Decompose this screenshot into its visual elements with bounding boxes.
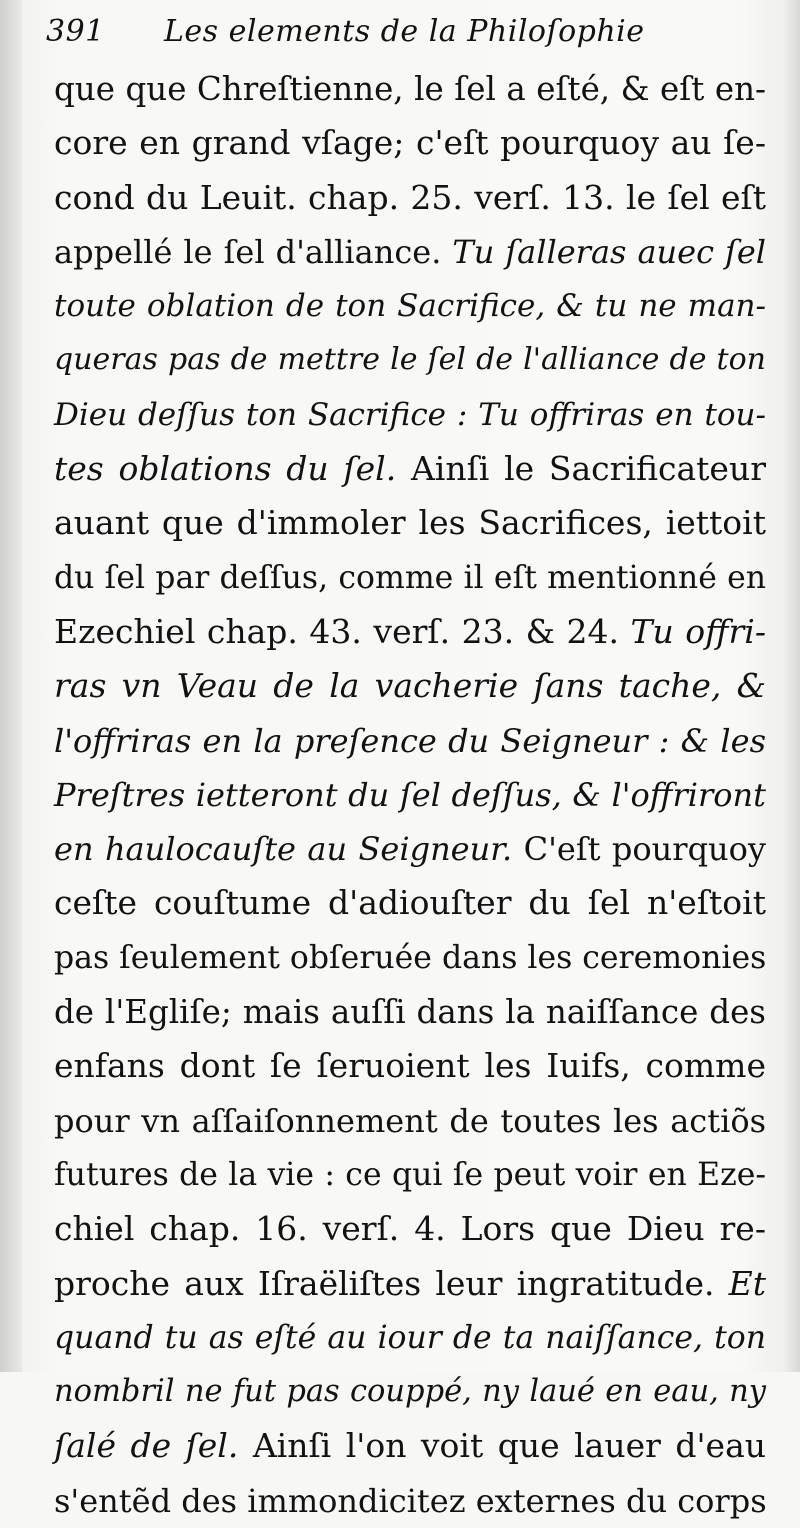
roman-text-run: futures de la vie : ce qui ſe peut voir en Eze- (54, 1156, 766, 1193)
text-line (54, 876, 766, 930)
italic-text-run: nombril ne fut pas couppé, ny laué en eau, ny (54, 1374, 766, 1410)
text-line (54, 279, 766, 333)
italic-text-run: quand tu as eſté au iour de ta naiſſance, ton (54, 1319, 766, 1356)
text-line (54, 985, 766, 1039)
text-line (54, 496, 766, 550)
text-line (54, 822, 766, 876)
roman-text-run: appellé le ſel d'alliance. (54, 232, 453, 271)
roman-text-run: C'eſt pourquoy (523, 830, 767, 869)
text-line (54, 1039, 766, 1093)
roman-text-run: que que Chreſtienne, le ſel a eſté, & eſt en- (54, 70, 766, 108)
italic-text-run: en haulocauſte au Seigneur. (54, 830, 524, 869)
roman-text-run: Ainſi le Sacrificateur (410, 449, 766, 489)
roman-text-run: pour vn aſſaiſonnement de toutes les actiõs (54, 1101, 766, 1140)
text-line (54, 931, 766, 985)
italic-text-run: Tu ſalleras auec ſel (452, 232, 766, 271)
text-line (54, 388, 766, 442)
italic-text-run: tes oblations du ſel. (54, 449, 411, 489)
page-gutter-shadow (0, 0, 22, 1372)
text-line (54, 605, 766, 659)
text-line (54, 1474, 766, 1528)
roman-text-run: du ſel par deſſus, comme il eſt mentionné en (54, 559, 766, 596)
italic-text-run: Et (728, 1263, 766, 1303)
text-line (54, 1148, 766, 1202)
text-line (54, 1257, 766, 1311)
text-line (54, 62, 766, 116)
roman-text-run: Ainſi l'on voit que lauer d'eau (252, 1426, 766, 1466)
roman-text-run: auant que d'immoler les Sacrifices, iettoit (54, 503, 766, 543)
text-line (54, 116, 766, 170)
text-line (54, 659, 766, 713)
italic-text-run: Tu offri- (630, 611, 766, 651)
text-line (54, 1311, 766, 1365)
roman-text-run: enfans dont ſe ſeruoient les Iuifs, comme (54, 1046, 766, 1086)
text-line (54, 551, 766, 605)
italic-text-run: Preſtres ietteront du ſel deſſus, & l'offriront (54, 775, 766, 814)
text-line (54, 225, 766, 279)
running-title: Les elements de la Philoſophie (164, 14, 645, 49)
text-line (54, 1202, 766, 1256)
italic-text-run: l'offriras en la preſence du Seigneur : & les (54, 721, 766, 760)
roman-text-run: s'entẽd des immondicitez externes du corps (54, 1481, 767, 1520)
roman-text-run: core en grand vſage; c'eſt pourquoy au ſe- (54, 123, 766, 163)
italic-text-run: Dieu deſſus ton Sacrifice : Tu offriras en tou- (54, 396, 766, 433)
italic-text-run: toute oblation de ton Sacrifice, & tu ne man- (54, 288, 766, 325)
text-line (54, 714, 766, 768)
text-line (54, 1419, 766, 1473)
roman-text-run: ceſte couſtume d'adiouſter du ſel n'eſtoit (54, 883, 766, 923)
roman-text-run: pas ſeulement obſeruée dans les ceremonies (54, 939, 767, 976)
text-line (54, 1094, 766, 1148)
roman-text-run: cond du Leuit. chap. 25. verſ. 13. le ſel eſt (54, 177, 766, 217)
text-line (54, 442, 766, 496)
roman-text-run: proche aux Iſraëliſtes leur ingratitude. (54, 1263, 729, 1303)
text-line (54, 333, 766, 387)
page-number: 391 (46, 14, 105, 49)
roman-text-run: de l'Egliſe; mais auſſi dans la naiſſance des (54, 993, 766, 1032)
text-line (54, 768, 766, 822)
text-line (54, 171, 766, 225)
roman-text-run: chiel chap. 16. verſ. 4. Lors que Dieu re- (54, 1209, 766, 1249)
italic-text-run: queras pas de mettre le ſel de l'alliance de ton (54, 342, 766, 378)
page-edge-shadow (782, 0, 800, 1372)
italic-text-run: ras vn Veau de la vacherie ſans tache, & (54, 666, 766, 706)
running-header (46, 14, 776, 60)
roman-text-run: Ezechiel chap. 43. verſ. 23. & 24. (54, 611, 631, 651)
text-line (54, 1365, 766, 1419)
body-text (54, 62, 766, 1528)
italic-text-run: ſalé de ſel. (54, 1426, 253, 1466)
